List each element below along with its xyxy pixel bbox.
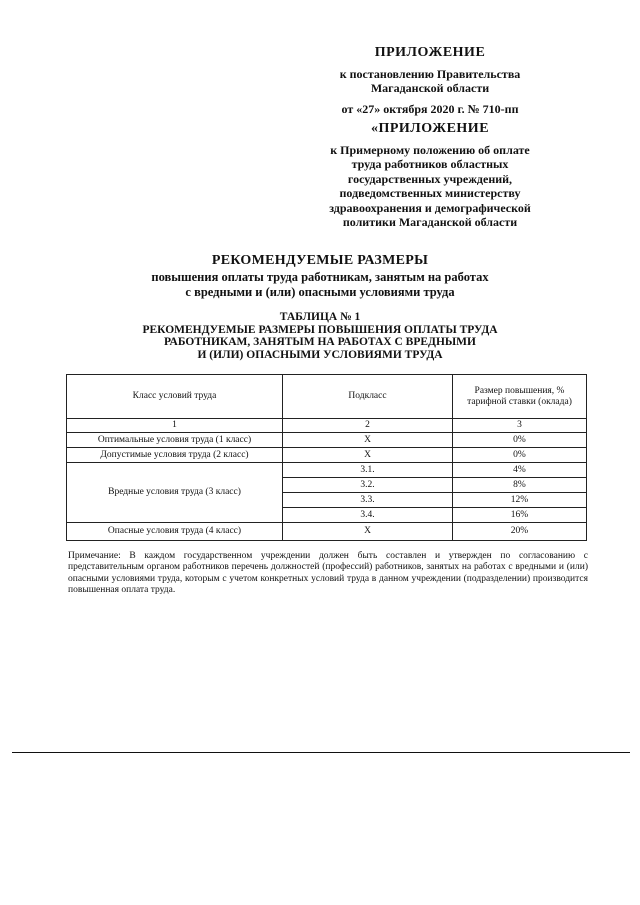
table-header-row	[67, 375, 587, 419]
table-row	[67, 463, 587, 478]
column-number: 2	[283, 419, 453, 433]
rate-cell: 20%	[453, 523, 587, 541]
rate-cell: 0%	[453, 448, 587, 463]
nested-appendix-line: здравоохранения и демографической	[329, 200, 531, 215]
subclass-cell: Х	[283, 433, 453, 448]
rate-cell: 4%	[453, 463, 587, 478]
appendix-header	[285, 46, 575, 116]
appendix-date-line: от «27» октября 2020 г. № 710-пп	[341, 101, 519, 116]
rate-cell: 8%	[453, 478, 587, 493]
subclass-cell: 3.4.	[283, 508, 453, 523]
nested-appendix-line: политики Магаданской области	[342, 215, 518, 229]
rate-cell: 0%	[453, 433, 587, 448]
appendix-line: к постановлению Правительства	[339, 66, 521, 81]
column-number: 3	[453, 419, 587, 433]
subclass-cell: 3.1.	[283, 463, 453, 478]
header-cell-class: Класс условий труда	[67, 375, 283, 419]
table-caption-line: ТАБЛИЦА № 1	[279, 311, 361, 323]
table-row	[67, 523, 587, 541]
nested-appendix-title: «ПРИЛОЖЕНИЕ	[370, 121, 490, 136]
document-title: РЕКОМЕНДУЕМЫЕ РАЗМЕРЫ	[211, 253, 429, 268]
table-caption-line: РЕКОМЕНДУЕМЫЕ РАЗМЕРЫ ПОВЫШЕНИЯ ОПЛАТЫ ТРУДА	[142, 323, 498, 336]
table-caption	[0, 311, 640, 361]
nested-appendix-header	[285, 122, 575, 230]
table-caption-line: РАБОТНИКАМ, ЗАНЯТЫМ НА РАБОТАХ С ВРЕДНЫМИ	[164, 336, 476, 348]
page-bottom-rule	[12, 752, 630, 753]
appendix-title: ПРИЛОЖЕНИЕ	[374, 45, 486, 60]
nested-appendix-line: подведомственных министерству	[339, 186, 521, 200]
table-number-row	[67, 419, 587, 433]
header-cell-subclass: Подкласс	[283, 375, 453, 419]
column-number: 1	[67, 419, 283, 433]
nested-appendix-line: государственных учреждений,	[347, 171, 513, 186]
appendix-line: Магаданской области	[370, 81, 490, 95]
subclass-cell: Х	[283, 448, 453, 463]
subclass-cell: 3.3.	[283, 493, 453, 508]
conditions-table	[66, 374, 587, 541]
class-cell: Опасные условия труда (4 класс)	[67, 523, 283, 541]
table-row	[67, 448, 587, 463]
document-subtitle	[0, 270, 640, 300]
class-cell: Оптимальные условия труда (1 класс)	[67, 433, 283, 448]
subclass-cell: 3.2.	[283, 478, 453, 493]
class-cell: Вредные условия труда (3 класс)	[67, 463, 283, 523]
table-row	[67, 433, 587, 448]
table-caption-line: И (ИЛИ) ОПАСНЫМИ УСЛОВИЯМИ ТРУДА	[197, 348, 443, 361]
note-paragraph: Примечание: В каждом государственном учреждении должен быть составлен и утвержден по согласованию с представительным органом работников перечень должностей (профессий) работников, занятых на работах с вредными и (или) опасными условиями труда, которым с учетом конкретных условий труда в данном учреждении (подразделении) производится повышенная оплата труда.	[68, 551, 588, 596]
nested-appendix-line: к Примерному положению об оплате	[330, 142, 530, 157]
class-cell: Допустимые условия труда (2 класс)	[67, 448, 283, 463]
rate-cell: 16%	[453, 508, 587, 523]
rate-cell: 12%	[453, 493, 587, 508]
header-cell-rate: Размер повышения, % тарифной ставки (оклада)	[453, 375, 587, 419]
subtitle-line: с вредными и (или) опасными условиями труда	[185, 285, 455, 299]
subtitle-line: повышения оплаты труда работникам, занятым на работах	[151, 270, 489, 284]
subclass-cell: Х	[283, 523, 453, 541]
nested-appendix-line: труда работников областных	[351, 157, 509, 171]
